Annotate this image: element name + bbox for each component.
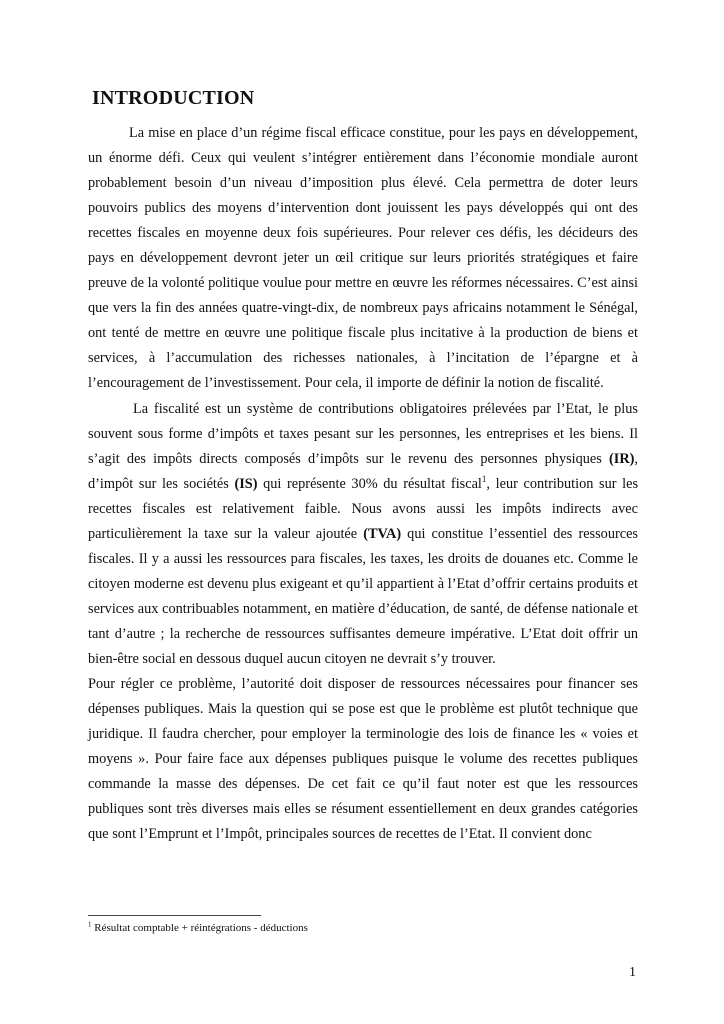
paragraph-3: Pour régler ce problème, l’autorité doit disposer de ressources nécessaires pour financer ses dépenses publiques. Mais la question qui se pose est que le problème est plutôt technique que juridique. Il faudra chercher, pour employer la terminologie des lois de finance les « voies et moyens ». Pour faire face aux dépenses publiques puisque le volume des recettes publiques commande la masse des dépenses. De cet fait ce qu’il faut noter est que les ressources publiques sont très diverses mais elles se résument essentiellement en deux grandes catégories que sont l’Emprunt et l’Impôt, principales sources de recettes de l’Etat. Il convient donc xyxy=(88,676,638,843)
paragraph-2-text-b: , d’impôt sur les sociétés xyxy=(88,450,638,492)
footnote-mark: 1 xyxy=(88,920,92,929)
section-title: INTRODUCTION xyxy=(92,87,255,109)
footnote-reference[interactable]: 1 xyxy=(481,473,487,484)
paragraph-2-text-c: qui représente 30% du résultat fiscal xyxy=(257,475,482,492)
paragraph-2-text-e: qui constitue l’essentiel des ressources fiscales. Il y a aussi les ressources para fiscales, les taxes, les droits de douanes etc. Comme le citoyen moderne est devenu plus exigeant et qu’il appartient à l’Etat d’offrir certains produits et services aux contribuables notamment, en matière d’éducation, de santé, de défense nationale et tant d’autre ; la recherche de ressources suffisantes demeure impérative. L’Etat doit offrir un bien-être social en dessous duquel aucun citoyen ne devrait s’y trouver. xyxy=(88,525,638,667)
footnote-separator xyxy=(88,915,261,916)
paragraph-1: La mise en place d’un régime fiscal efficace constitue, pour les pays en développement, un énorme défi. Ceux qui veulent s’intégrer entièrement dans l’économie mondiale auront probablement besoin d’un niveau d’imposition plus élevé. Cela permettra de doter leurs pouvoirs publics des moyens d’intervention dont jouissent les pays développés qui ont des recettes fiscales en moyenne deux fois supérieures. Pour relever ces défis, les décideurs des pays en développement devront jeter un œil critique sur leurs priorités stratégiques et faire preuve de la volonté politique voulue pour mettre en œuvre les réformes nécessaires. C’est ainsi que vers la fin des années quatre-vingt-dix, de nombreux pays africains notamment le Sénégal, ont tenté de mettre en œuvre une politique fiscale plus incitative à la production de biens et services, à l’accumulation des richesses nationales, à l’incitation de l’épargne et à l’encouragement de l’investissement. Pour cela, il importe de définir la notion de fiscalité. xyxy=(88,125,638,392)
paragraph-2-text-d: , leur contribution sur les recettes fiscales est relativement faible. Nous avons aussi les impôts indirects avec particulièrement la taxe sur la valeur ajoutée xyxy=(88,475,639,542)
is-acronym: (IS) xyxy=(234,475,258,492)
ir-acronym: (IR) xyxy=(609,450,635,467)
page-number: 1 xyxy=(629,965,636,980)
paragraph-2-text-a: La fiscalité est un système de contributions obligatoires prélevées par l’Etat, le plus souvent sous forme d’impôts et taxes pesant sur les personnes, les entreprises et les biens. Il s’agit des impôts directs composés d’impôts sur le revenu des personnes physiques xyxy=(88,400,638,467)
tva-acronym: (TVA) xyxy=(363,525,402,542)
footnote xyxy=(88,921,308,935)
paragraph-2 xyxy=(88,397,638,673)
body-text xyxy=(88,121,638,847)
footnote-text: Résultat comptable + réintégrations - déductions xyxy=(91,922,308,934)
